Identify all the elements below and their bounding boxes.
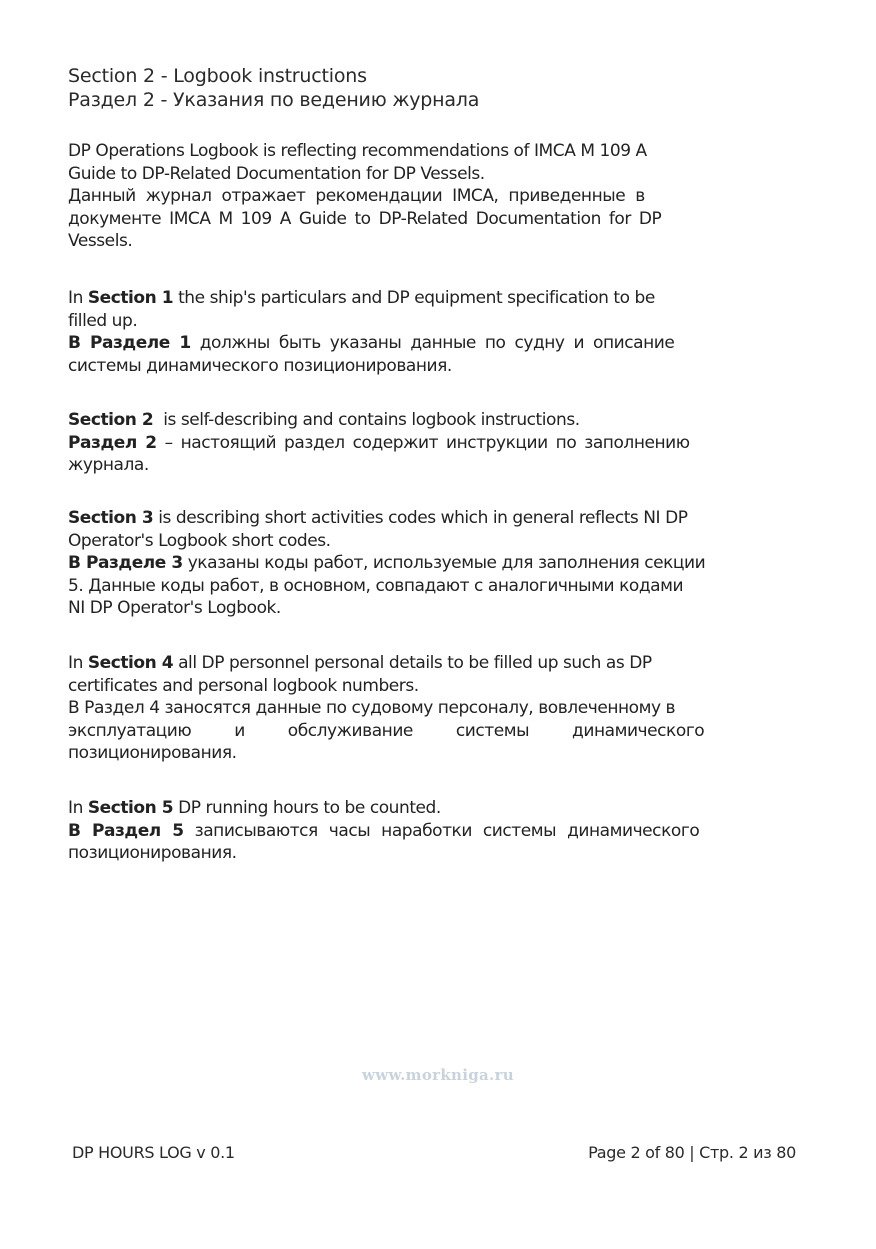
text-line: позиционирования.	[68, 743, 237, 763]
text-span: In	[68, 288, 88, 308]
bold-section-ref: В Разделе 1	[68, 333, 191, 353]
section-2-paragraph	[68, 409, 806, 477]
footer-document-version: DP HOURS LOG v 0.1	[72, 1143, 235, 1162]
footer-page-number: Page 2 of 80 | Стр. 2 из 80	[588, 1143, 796, 1162]
text-span: is self-describing and contains logbook instructions.	[153, 410, 580, 430]
text-span: записываются часы наработки системы динамического	[183, 820, 700, 841]
text-line: Guide to DP-Related Documentation for DP Vessels.	[68, 163, 485, 184]
heading-russian: Раздел 2 - Указания по ведению журнала	[68, 89, 480, 111]
text-line	[68, 552, 806, 575]
watermark: www.morkniga.ru	[362, 1066, 514, 1084]
text-line: DP Operations Logbook is reflecting recommendations of IMCA M 109 A	[68, 141, 647, 161]
text-line: документе IMCA M 109 A Guide to DP-Related Documentation for DP	[68, 208, 662, 229]
text-line	[68, 332, 806, 355]
section-5-paragraph	[68, 797, 806, 865]
text-line: В Раздел 4 заносятся данные по судовому персоналу, вовлеченному в	[68, 698, 676, 718]
text-line: filled up.	[68, 310, 138, 331]
text-line	[68, 507, 806, 530]
text-line: Operator's Logbook short codes.	[68, 530, 331, 551]
intro-paragraph	[68, 140, 806, 253]
text-line	[68, 820, 806, 843]
text-line	[68, 287, 806, 310]
bold-section-ref: В Разделе 3	[68, 553, 183, 573]
text-span: all DP personnel personal details to be filled up such as DP	[173, 653, 652, 673]
text-span: the ship's particulars and DP equipment specification to be	[173, 288, 655, 308]
text-span: In	[68, 653, 88, 673]
text-span: DP running hours to be counted.	[173, 798, 441, 818]
text-line	[68, 652, 806, 675]
text-line: журнала.	[68, 455, 149, 475]
bold-section-ref: Section 2	[68, 410, 154, 430]
section-1-paragraph	[68, 287, 806, 377]
text-line	[68, 432, 806, 455]
heading-english: Section 2 - Logbook instructions	[68, 65, 367, 87]
section-4-paragraph	[68, 652, 806, 765]
text-line: позиционирования.	[68, 843, 237, 863]
text-line: системы динамического позиционирования.	[68, 355, 452, 376]
bold-section-ref: Section 5	[87, 798, 174, 818]
section-heading	[68, 64, 808, 112]
text-line	[68, 409, 806, 432]
text-span: – настоящий раздел содержит инструкции по заполнению	[156, 432, 690, 453]
text-line: certificates and personal logbook numbers.	[68, 675, 419, 696]
text-span: is describing short activities codes which in general reflects NI DP	[153, 508, 688, 528]
bold-section-ref: Section 1	[87, 288, 174, 308]
section-3-paragraph	[68, 507, 806, 620]
text-line: Vessels.	[68, 231, 133, 251]
text-line: 5. Данные коды работ, в основном, совпадают с аналогичными кодами	[68, 575, 684, 596]
bold-section-ref: Section 4	[87, 653, 174, 673]
text-span: должны быть указаны данные по судну и описание	[190, 333, 675, 353]
bold-section-ref: Section 3	[68, 508, 154, 528]
text-line: Данный журнал отражает рекомендации IMCA, приведенные в	[68, 186, 645, 206]
bold-section-ref: В Раздел 5	[68, 820, 184, 841]
bold-section-ref: Раздел 2	[68, 432, 157, 453]
text-span: указаны коды работ, используемые для заполнения секции	[182, 553, 706, 573]
text-line: эксплуатацию и обслуживание системы динамического	[68, 720, 705, 741]
text-span: In	[68, 798, 88, 818]
text-line: NI DP Operator's Logbook.	[68, 598, 281, 618]
text-line	[68, 797, 806, 820]
